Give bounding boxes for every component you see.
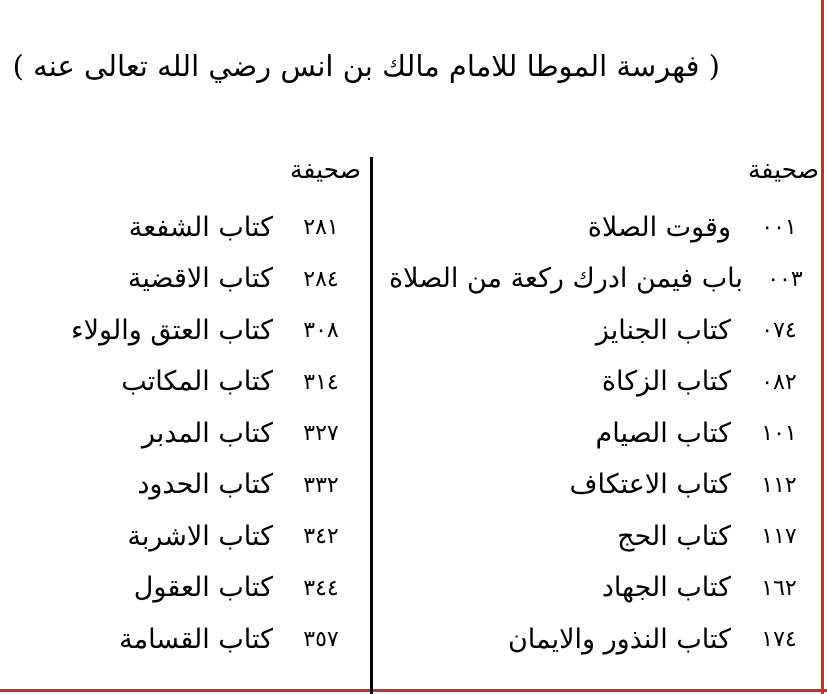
index-entry (0, 511, 361, 563)
page-column-header: صحيفة (290, 155, 361, 184)
index-entry (0, 357, 361, 409)
page-number: ١٠١ (761, 421, 797, 447)
index-title: ( فهرسة الموطا للامام مالك بن انس رضي الله تعالى عنه ) (12, 49, 720, 83)
entry-title: وقوت الصلاة (587, 211, 731, 243)
entry-title: كتاب الشفعة (128, 211, 273, 243)
page-border-right (821, 0, 824, 694)
index-entry (0, 202, 361, 254)
page-number: ٣٢٧ (303, 421, 339, 447)
entry-title: كتاب الحدود (137, 469, 273, 501)
entry-title: كتاب الحج (617, 520, 731, 552)
page-number: ٠٠٣ (767, 266, 803, 292)
page-number: ٢٨٤ (303, 266, 339, 292)
page-border-bottom (0, 689, 827, 692)
page-number: ٠٨٢ (761, 369, 797, 395)
index-column-left (0, 150, 361, 666)
page-column-header: صحيفة (748, 155, 819, 184)
index-entry (389, 357, 819, 409)
page-number: ١٧٤ (761, 627, 797, 653)
index-entry (0, 614, 361, 666)
index-entry (389, 254, 819, 306)
page-number: ١١٢ (761, 472, 797, 498)
page-number: ١١٧ (761, 524, 797, 550)
entry-title: كتاب الجهاد (601, 572, 731, 604)
index-entry (389, 202, 819, 254)
entry-title: كتاب الاشربة (127, 520, 273, 552)
index-entry (389, 511, 819, 563)
page-number: ١٦٢ (761, 575, 797, 601)
index-entry (389, 614, 819, 666)
page-number: ٣٤٤ (303, 575, 339, 601)
index-entry (389, 408, 819, 460)
entry-title: كتاب الجنايز (595, 314, 731, 346)
index-entry (0, 460, 361, 512)
page-number: ٣٥٧ (303, 627, 339, 653)
entry-title: كتاب القسامة (119, 623, 273, 655)
entry-title: كتاب المكاتب (121, 366, 273, 398)
entry-title: باب فيمن ادرك ركعة من الصلاة (389, 263, 743, 295)
index-entry (389, 563, 819, 615)
entry-title: كتاب الزكاة (601, 366, 731, 398)
entry-title: كتاب المدبر (141, 417, 273, 449)
index-entry (0, 563, 361, 615)
page-number: ٠٧٤ (761, 318, 797, 344)
entry-title: كتاب الاعتكاف (569, 469, 731, 501)
index-entry (389, 460, 819, 512)
page-number: ٣١٤ (303, 369, 339, 395)
page-number: ٣٣٢ (303, 472, 339, 498)
page-number: ٢٨١ (303, 215, 339, 241)
entry-title: كتاب العتق والولاء (70, 314, 273, 346)
index-entry (389, 305, 819, 357)
index-column-right (389, 150, 819, 666)
entry-title: كتاب الاقضية (127, 263, 273, 295)
entry-title: كتاب الصيام (595, 417, 731, 449)
page-number: ٣٠٨ (303, 318, 339, 344)
index-entry (0, 408, 361, 460)
page-number: ٠٠١ (761, 215, 797, 241)
entry-title: كتاب العقول (133, 572, 273, 604)
column-divider (370, 157, 373, 694)
index-entry (0, 254, 361, 306)
entry-title: كتاب النذور والايمان (507, 623, 731, 655)
index-entry (0, 305, 361, 357)
page-number: ٣٤٢ (303, 524, 339, 550)
